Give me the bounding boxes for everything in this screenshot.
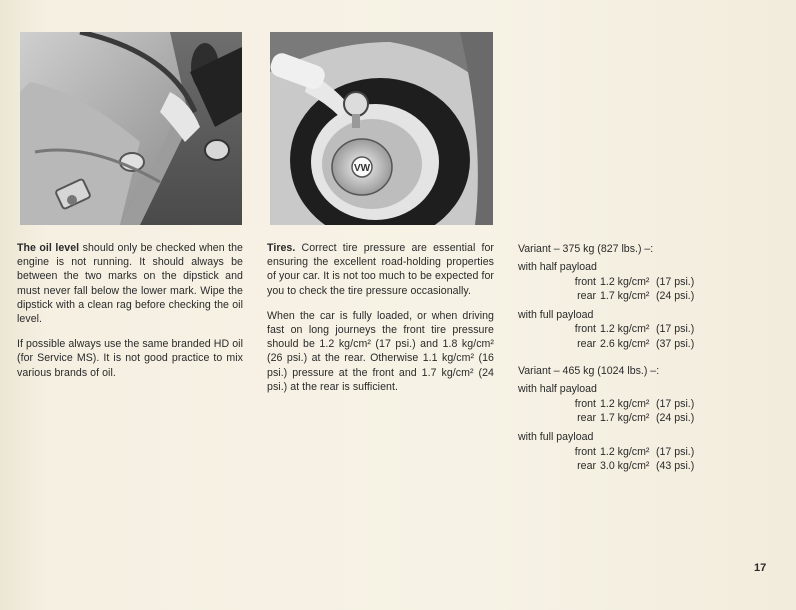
- axle-label: front: [574, 445, 596, 458]
- payload-group: [518, 382, 718, 425]
- oil-level-heading: The oil level: [17, 242, 80, 254]
- variant-title: Variant – 465 kg (1024 lbs.) –:: [518, 365, 660, 378]
- tire-pressure-paragraph: When the car is fully loaded, or when driving fast on long journeys the front tire pressure should be 1.2 kg/cm² (17 psi.) and 1.8 kg/cm² (26 psi.) at the rear. Otherwise 1.1 kg/cm² (16 psi.) pressure at the front and 1.7 kg/cm² (24 psi.) at the rear is sufficient.: [267, 309, 494, 393]
- axle-label: front: [574, 323, 596, 336]
- pressure-psi: (24 psi.): [656, 411, 695, 424]
- oil-level-paragraph: [17, 241, 243, 326]
- pressure-psi: (17 psi.): [656, 445, 695, 458]
- payload-label: with half payload: [518, 261, 597, 274]
- oil-brand-paragraph: If possible always use the same branded HD oil (for Service MS). It is not good practice to mix various brands of oil.: [17, 338, 243, 379]
- variant-block: [518, 242, 718, 351]
- pressure-psi: (43 psi.): [656, 459, 695, 472]
- axle-label: rear: [577, 411, 596, 424]
- tires-heading: Tires.: [267, 242, 296, 254]
- payload-group: [518, 260, 718, 303]
- pressure-kg: 2.6 kg/cm²: [600, 337, 650, 350]
- pressure-kg: 3.0 kg/cm²: [600, 459, 650, 472]
- pressure-kg: 1.7 kg/cm²: [600, 411, 650, 424]
- pressure-row: [518, 275, 718, 289]
- pressure-kg: 1.2 kg/cm²: [600, 445, 650, 458]
- oil-level-body: should only be checked when the engine is not running. It should always be between the two marks on the dipstick and must never fall below the lower mark. Wipe the dipstick with a clean rag before checking the oil level.: [17, 242, 243, 326]
- pressure-row: [518, 445, 718, 459]
- pressure-row: [518, 397, 718, 411]
- axle-label: front: [574, 275, 596, 288]
- pressure-kg: 1.2 kg/cm²: [600, 397, 650, 410]
- variant-pressure-table: [518, 242, 718, 478]
- oil-dipstick-photo: [20, 32, 242, 225]
- tires-body: Correct tire pressure are essential for ensuring the excellent road-holding properties of your car. It is not too much to be expected for you to check the tire pressure occasionally.: [267, 242, 494, 297]
- engine-compartment-illustration: [20, 32, 242, 225]
- pressure-row: [518, 411, 718, 425]
- axle-label: rear: [577, 289, 596, 302]
- payload-group: [518, 430, 718, 473]
- tire-pressure-photo: [270, 32, 493, 225]
- tires-paragraph: [267, 241, 494, 298]
- axle-label: rear: [577, 459, 596, 472]
- page-number: 17: [754, 562, 767, 574]
- pressure-psi: (17 psi.): [656, 397, 695, 410]
- payload-label: with full payload: [518, 309, 594, 322]
- tire-gauge-illustration: [270, 32, 493, 225]
- pressure-kg: 1.7 kg/cm²: [600, 289, 650, 302]
- axle-label: rear: [577, 337, 596, 350]
- pressure-psi: (24 psi.): [656, 289, 695, 302]
- payload-group: [518, 308, 718, 351]
- pressure-row: [518, 322, 718, 336]
- oil-level-section: [17, 241, 243, 391]
- pressure-kg: 1.2 kg/cm²: [600, 275, 650, 288]
- pressure-row: [518, 289, 718, 303]
- axle-label: front: [574, 397, 596, 410]
- pressure-row: [518, 459, 718, 473]
- variant-title: Variant – 375 kg (827 lbs.) –:: [518, 243, 654, 255]
- payload-label: with full payload: [518, 431, 594, 444]
- pressure-psi: (37 psi.): [656, 337, 695, 350]
- spacer: [518, 356, 718, 364]
- pressure-kg: 1.2 kg/cm²: [600, 323, 650, 336]
- variant-block: [518, 364, 718, 473]
- pressure-psi: (17 psi.): [656, 275, 695, 288]
- pressure-row: [518, 337, 718, 351]
- tires-section: [267, 241, 494, 405]
- pressure-psi: (17 psi.): [656, 323, 695, 336]
- svg-text:VW: VW: [353, 163, 371, 174]
- payload-label: with half payload: [518, 383, 597, 396]
